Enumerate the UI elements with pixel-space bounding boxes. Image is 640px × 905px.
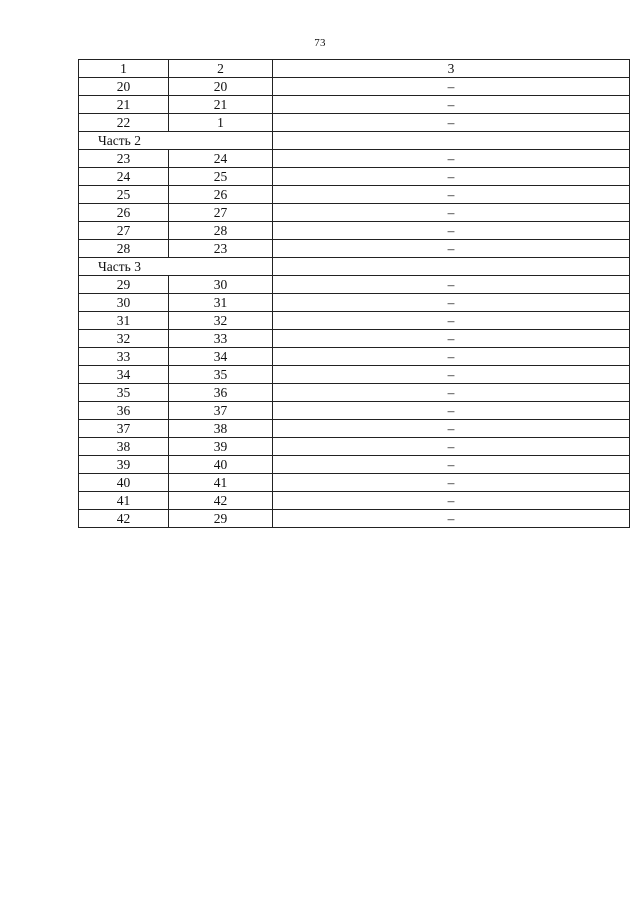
table-cell-col-1: 22 xyxy=(79,114,169,132)
table-cell-col-3: – xyxy=(273,168,630,186)
table-row xyxy=(79,402,630,420)
table-cell-col-1: 32 xyxy=(79,330,169,348)
table-cell-col-3: – xyxy=(273,348,630,366)
table-cell-col-1: 23 xyxy=(79,150,169,168)
table-cell-col-2: 37 xyxy=(169,402,273,420)
table-cell-col-3: – xyxy=(273,438,630,456)
section-row xyxy=(79,132,630,150)
table-cell-col-3: – xyxy=(273,366,630,384)
table-cell-col-3: – xyxy=(273,204,630,222)
table-cell-col-1: 20 xyxy=(79,78,169,96)
table-cell-col-3: – xyxy=(273,150,630,168)
section-empty-cell xyxy=(273,132,630,150)
table-row xyxy=(79,474,630,492)
table-row xyxy=(79,312,630,330)
page-number: 73 xyxy=(314,37,326,49)
table-cell-col-3: – xyxy=(273,330,630,348)
column-header-1: 1 xyxy=(79,60,169,78)
table-cell-col-3: – xyxy=(273,222,630,240)
table-row xyxy=(79,168,630,186)
table-cell-col-3: – xyxy=(273,420,630,438)
table-row xyxy=(79,456,630,474)
table-cell-col-1: 26 xyxy=(79,204,169,222)
table-cell-col-3: – xyxy=(273,492,630,510)
table-row xyxy=(79,348,630,366)
section-empty-cell xyxy=(169,258,273,276)
section-empty-cell xyxy=(169,132,273,150)
section-label: Часть 2 xyxy=(79,132,169,150)
table-cell-col-3: – xyxy=(273,294,630,312)
table-row xyxy=(79,240,630,258)
table-cell-col-1: 38 xyxy=(79,438,169,456)
section-label: Часть 3 xyxy=(79,258,169,276)
table-cell-col-1: 34 xyxy=(79,366,169,384)
table-cell-col-1: 27 xyxy=(79,222,169,240)
table-row xyxy=(79,150,630,168)
table-row xyxy=(79,114,630,132)
table-row xyxy=(79,276,630,294)
table-cell-col-2: 31 xyxy=(169,294,273,312)
table-cell-col-1: 21 xyxy=(79,96,169,114)
table-cell-col-2: 33 xyxy=(169,330,273,348)
table-cell-col-1: 42 xyxy=(79,510,169,528)
table-cell-col-2: 27 xyxy=(169,204,273,222)
table-cell-col-2: 35 xyxy=(169,366,273,384)
table-cell-col-1: 24 xyxy=(79,168,169,186)
table-cell-col-1: 29 xyxy=(79,276,169,294)
table-cell-col-1: 36 xyxy=(79,402,169,420)
table-cell-col-2: 20 xyxy=(169,78,273,96)
table-row xyxy=(79,510,630,528)
table-row xyxy=(79,186,630,204)
table-cell-col-3: – xyxy=(273,384,630,402)
table-row xyxy=(79,330,630,348)
table-cell-col-3: – xyxy=(273,456,630,474)
table-row xyxy=(79,384,630,402)
table-cell-col-2: 30 xyxy=(169,276,273,294)
table-cell-col-2: 28 xyxy=(169,222,273,240)
table-cell-col-1: 25 xyxy=(79,186,169,204)
table-cell-col-1: 35 xyxy=(79,384,169,402)
column-header-2: 2 xyxy=(169,60,273,78)
table-cell-col-2: 24 xyxy=(169,150,273,168)
data-table xyxy=(78,59,630,528)
table-row xyxy=(79,222,630,240)
table-row xyxy=(79,78,630,96)
table-cell-col-2: 42 xyxy=(169,492,273,510)
table-cell-col-3: – xyxy=(273,276,630,294)
table-cell-col-2: 36 xyxy=(169,384,273,402)
column-header-3: 3 xyxy=(273,60,630,78)
table-cell-col-1: 31 xyxy=(79,312,169,330)
table-cell-col-2: 32 xyxy=(169,312,273,330)
table-row xyxy=(79,420,630,438)
table-cell-col-3: – xyxy=(273,402,630,420)
table-cell-col-1: 28 xyxy=(79,240,169,258)
section-row xyxy=(79,258,630,276)
table-cell-col-3: – xyxy=(273,186,630,204)
table-cell-col-1: 40 xyxy=(79,474,169,492)
table-cell-col-3: – xyxy=(273,78,630,96)
table-cell-col-2: 40 xyxy=(169,456,273,474)
table-cell-col-2: 39 xyxy=(169,438,273,456)
table-cell-col-3: – xyxy=(273,240,630,258)
section-empty-cell xyxy=(273,258,630,276)
table-cell-col-3: – xyxy=(273,96,630,114)
table-row xyxy=(79,204,630,222)
table-cell-col-1: 39 xyxy=(79,456,169,474)
table-cell-col-1: 37 xyxy=(79,420,169,438)
table-cell-col-3: – xyxy=(273,474,630,492)
table-cell-col-2: 34 xyxy=(169,348,273,366)
table-cell-col-1: 33 xyxy=(79,348,169,366)
table-body xyxy=(79,60,630,528)
table-row xyxy=(79,366,630,384)
table-cell-col-3: – xyxy=(273,312,630,330)
table-row xyxy=(79,492,630,510)
table-cell-col-3: – xyxy=(273,114,630,132)
table-cell-col-2: 29 xyxy=(169,510,273,528)
table-cell-col-2: 1 xyxy=(169,114,273,132)
table-cell-col-2: 26 xyxy=(169,186,273,204)
table-row xyxy=(79,96,630,114)
table-cell-col-1: 30 xyxy=(79,294,169,312)
table-row xyxy=(79,438,630,456)
table-header-row xyxy=(79,60,630,78)
table-cell-col-2: 21 xyxy=(169,96,273,114)
table-cell-col-2: 38 xyxy=(169,420,273,438)
table-cell-col-1: 41 xyxy=(79,492,169,510)
table-cell-col-2: 41 xyxy=(169,474,273,492)
table-cell-col-3: – xyxy=(273,510,630,528)
table-row xyxy=(79,294,630,312)
table-cell-col-2: 25 xyxy=(169,168,273,186)
table-cell-col-2: 23 xyxy=(169,240,273,258)
